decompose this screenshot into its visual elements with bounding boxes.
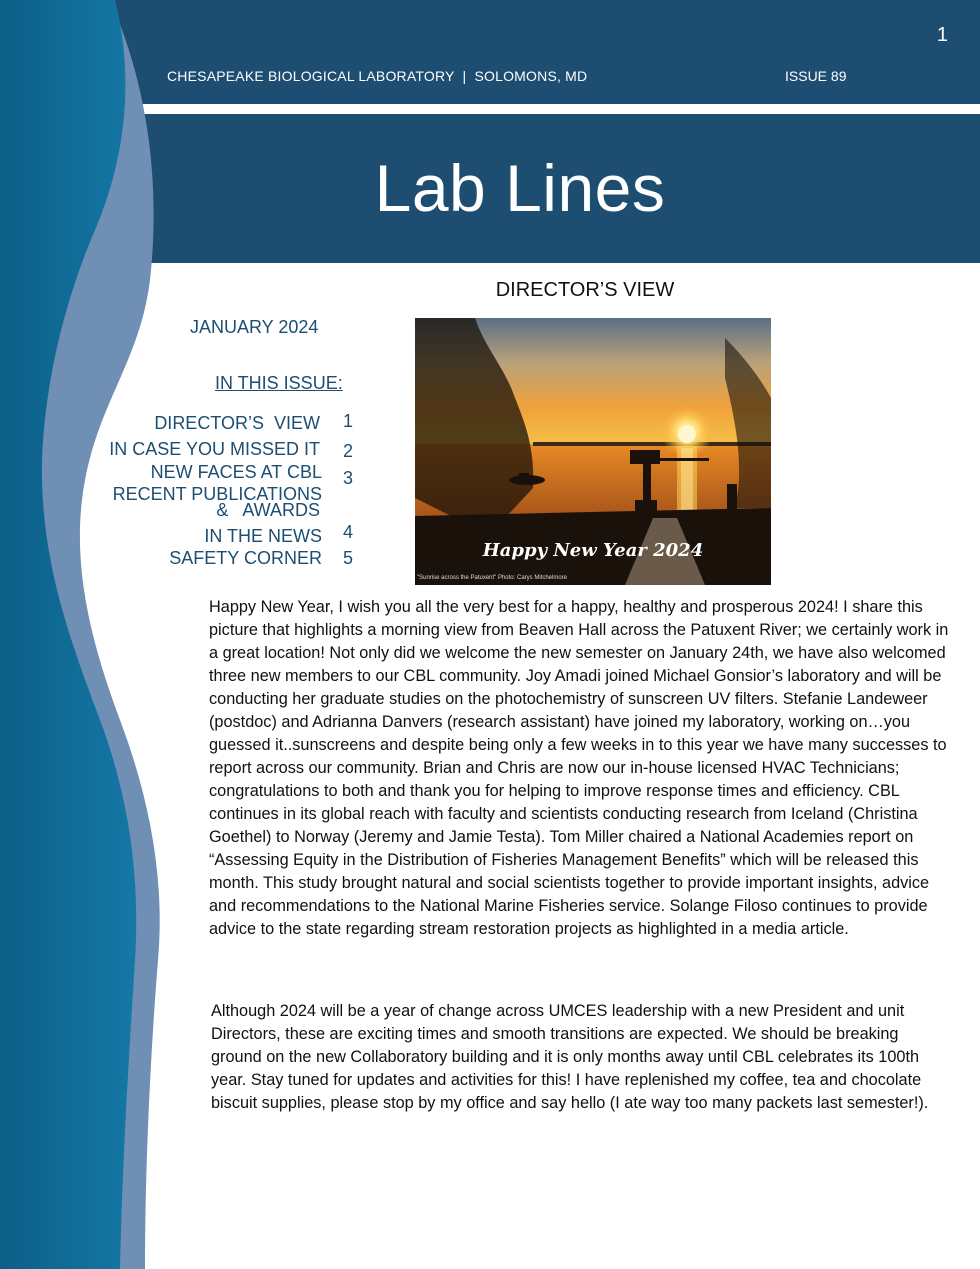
toc-heading: IN THIS ISSUE:	[215, 373, 343, 393]
toc-item-label: & AWARDS	[216, 500, 320, 520]
issue-number: ISSUE 89	[785, 68, 847, 84]
toc-page-number: 4	[343, 522, 354, 542]
toc-page-number: 3	[343, 468, 354, 488]
director-message-paragraph-1: Happy New Year, I wish you all the very best for a happy, healthy and prosperous 2024! I share this picture that highlights a morning view from Beaven Hall across the Patuxent River; we certainly work in a great location! Not only did we welcome the new semester on January 24th, we have also welcomed three new members to our CBL community. Joy Amadi joined Michael Gonsior’s laboratory and will be conducting her graduate studies on the photochemistry of sunscreen UV filters. Stefanie Landeweer (postdoc) and Adrianna Danvers (research assistant) have joined my laboratory, working on…you guessed it..sunscreens and despite being only a few weeks in to this year we have many successes to report across our community. Brian and Chris are now our in-house licensed HVAC Technicians; congratulations to both and thank you for helping to improve response times and efficiency. CBL continues in its global reach with faculty and scientists conducting research from Iceland (Christina Goethel) to Norway (Jeremy and Jamie Testa). Tom Miller chaired a National Academies report on “Assessing Equity in the Distribution of Fisheries Management Benefits” which will be released this month. This study brought natural and social scientists together to provide important insights, advice and recommendations to the National Marine Fisheries service. Solange Filoso continues to provide advice to the state regarding stream restoration projects as highlighted in a media article.	[209, 598, 949, 938]
photo-credit: "Sunrise across the Patuxent" Photo: Carys Mitchelmore	[417, 575, 567, 581]
toc-item-label: DIRECTOR’S VIEW	[154, 413, 320, 433]
sunrise-photo	[415, 318, 771, 585]
newsletter-title: Lab Lines	[374, 151, 666, 225]
decorative-wave	[0, 0, 200, 1269]
section-title: DIRECTOR’S VIEW	[495, 279, 675, 301]
director-message-paragraph-2: Although 2024 will be a year of change across UMCES leadership with a new President and unit Directors, these are exciting times and smooth transitions are expected. We should be breaking ground on the new Collaboratory building and it is only months away until CBL celebrates its 100th year. Stay tuned for updates and activities for this! I have replenished my coffee, tea and chocolate biscuit supplies, please stop by my office and say hello (I ate way too many packets last semester!).	[211, 1002, 929, 1112]
lab-name: CHESAPEAKE BIOLOGICAL LABORATORY | SOLOMONS, MD	[167, 68, 588, 84]
toc-item-label: IN CASE YOU MISSED IT	[109, 439, 320, 459]
toc-item-label: NEW FACES AT CBL	[150, 462, 322, 482]
toc-page-number: 5	[343, 548, 354, 568]
toc-page-number: 1	[343, 411, 354, 431]
toc-item-label: SAFETY CORNER	[169, 548, 322, 568]
toc-item-label: RECENT PUBLICATIONS	[112, 484, 322, 504]
photo-caption: Happy New Year 2024	[482, 540, 704, 561]
toc-page-number: 2	[343, 441, 354, 461]
toc-item-label: IN THE NEWS	[204, 526, 322, 546]
page-number: 1	[936, 24, 948, 46]
issue-date: JANUARY 2024	[190, 317, 319, 337]
